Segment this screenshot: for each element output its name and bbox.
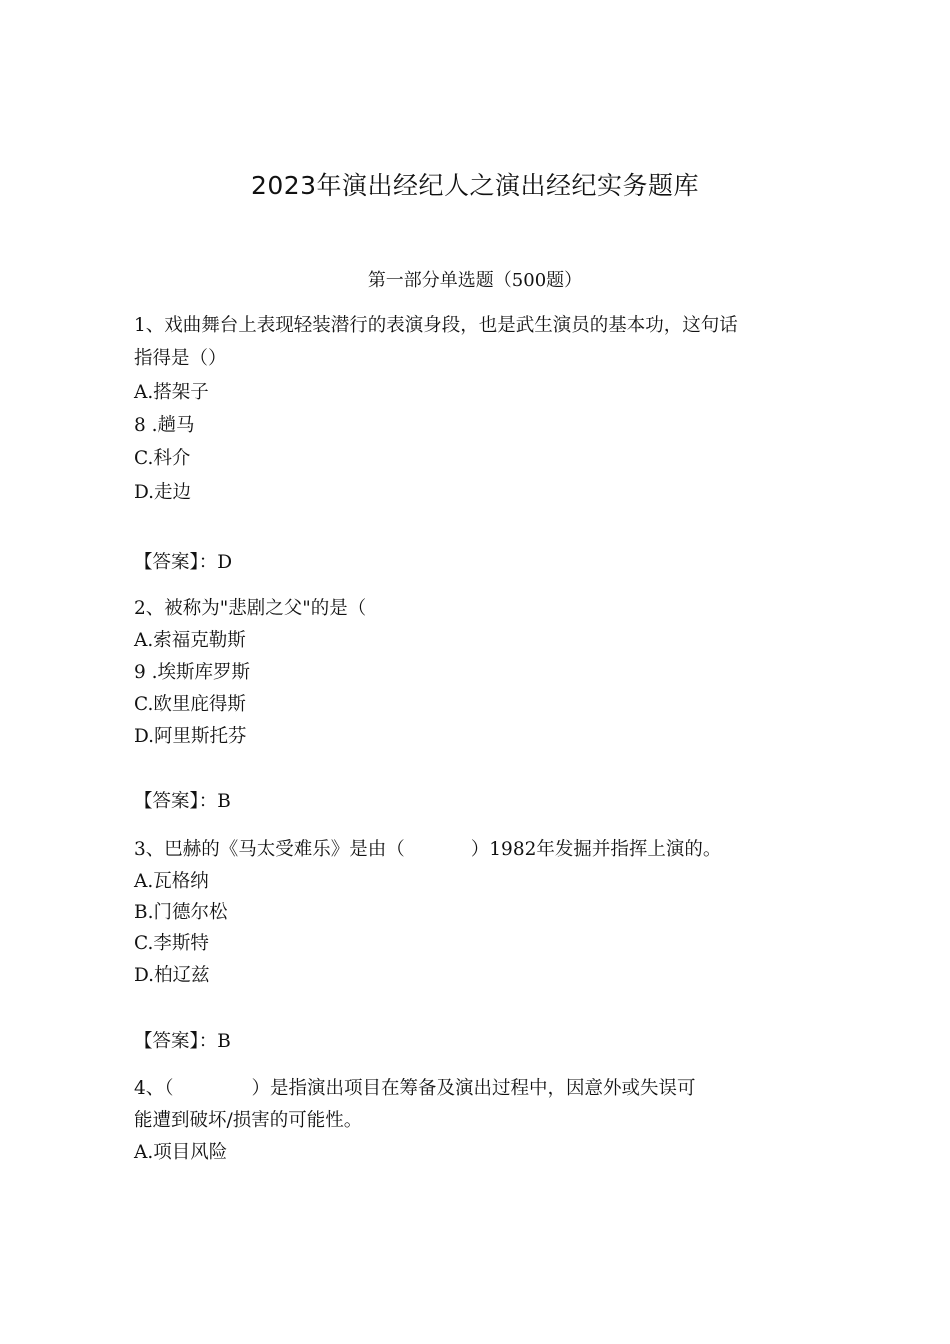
question-1-answer: 【答案】：D bbox=[134, 552, 233, 573]
question-1-option-d: D.走边 bbox=[134, 482, 192, 503]
question-3-option-b: B.门德尔松 bbox=[134, 902, 228, 923]
question-1-option-c: C.科介 bbox=[134, 448, 191, 469]
question-3-answer: 【答案】：B bbox=[134, 1031, 231, 1052]
question-1-option-a: A.搭架子 bbox=[134, 382, 209, 403]
question-2-option-a: A.索福克勒斯 bbox=[134, 630, 246, 651]
question-4-stem-part-2: ）是指演出项目在筹备及演出过程中，因意外或失误可 bbox=[251, 1078, 696, 1099]
section-heading: 第一部分单选题（500题） bbox=[367, 270, 583, 291]
question-4-option-a: A.项目风险 bbox=[134, 1142, 228, 1163]
question-2-stem: 2、被称为"悲剧之父"的是（ bbox=[134, 598, 367, 619]
question-3-option-d: D.柏辽兹 bbox=[134, 965, 210, 986]
question-2-option-b: 9 .埃斯库罗斯 bbox=[134, 662, 251, 683]
question-2-option-d: D.阿里斯托芬 bbox=[134, 726, 247, 747]
document-title: 2023年演出经纪人之演出经纪实务题库 bbox=[250, 171, 700, 200]
question-4-stem-part-1: 4、（ bbox=[134, 1078, 174, 1099]
question-3-stem-part-2: ）1982年发掘并指挥上演的。 bbox=[470, 839, 722, 860]
question-1-stem-line-1: 1、戏曲舞台上表现轻装潜行的表演身段，也是武生演员的基本功，这句话 bbox=[134, 315, 738, 336]
question-1-stem-line-2: 指得是（） bbox=[134, 348, 227, 369]
question-3-option-a: A.瓦格纳 bbox=[134, 871, 209, 892]
question-3-stem bbox=[134, 837, 721, 863]
question-4-stem-line-2: 能遭到破坏/损害的可能性。 bbox=[134, 1110, 363, 1131]
question-4-stem-line-1 bbox=[134, 1076, 696, 1102]
question-2-option-c: C.欧里庇得斯 bbox=[134, 694, 246, 715]
question-3-option-c: C.李斯特 bbox=[134, 933, 209, 954]
question-2-answer: 【答案】：B bbox=[134, 791, 231, 812]
question-1-option-b: 8 .趟马 bbox=[134, 415, 195, 436]
question-3-stem-part-1: 3、巴赫的《马太受难乐》是由（ bbox=[134, 839, 405, 860]
